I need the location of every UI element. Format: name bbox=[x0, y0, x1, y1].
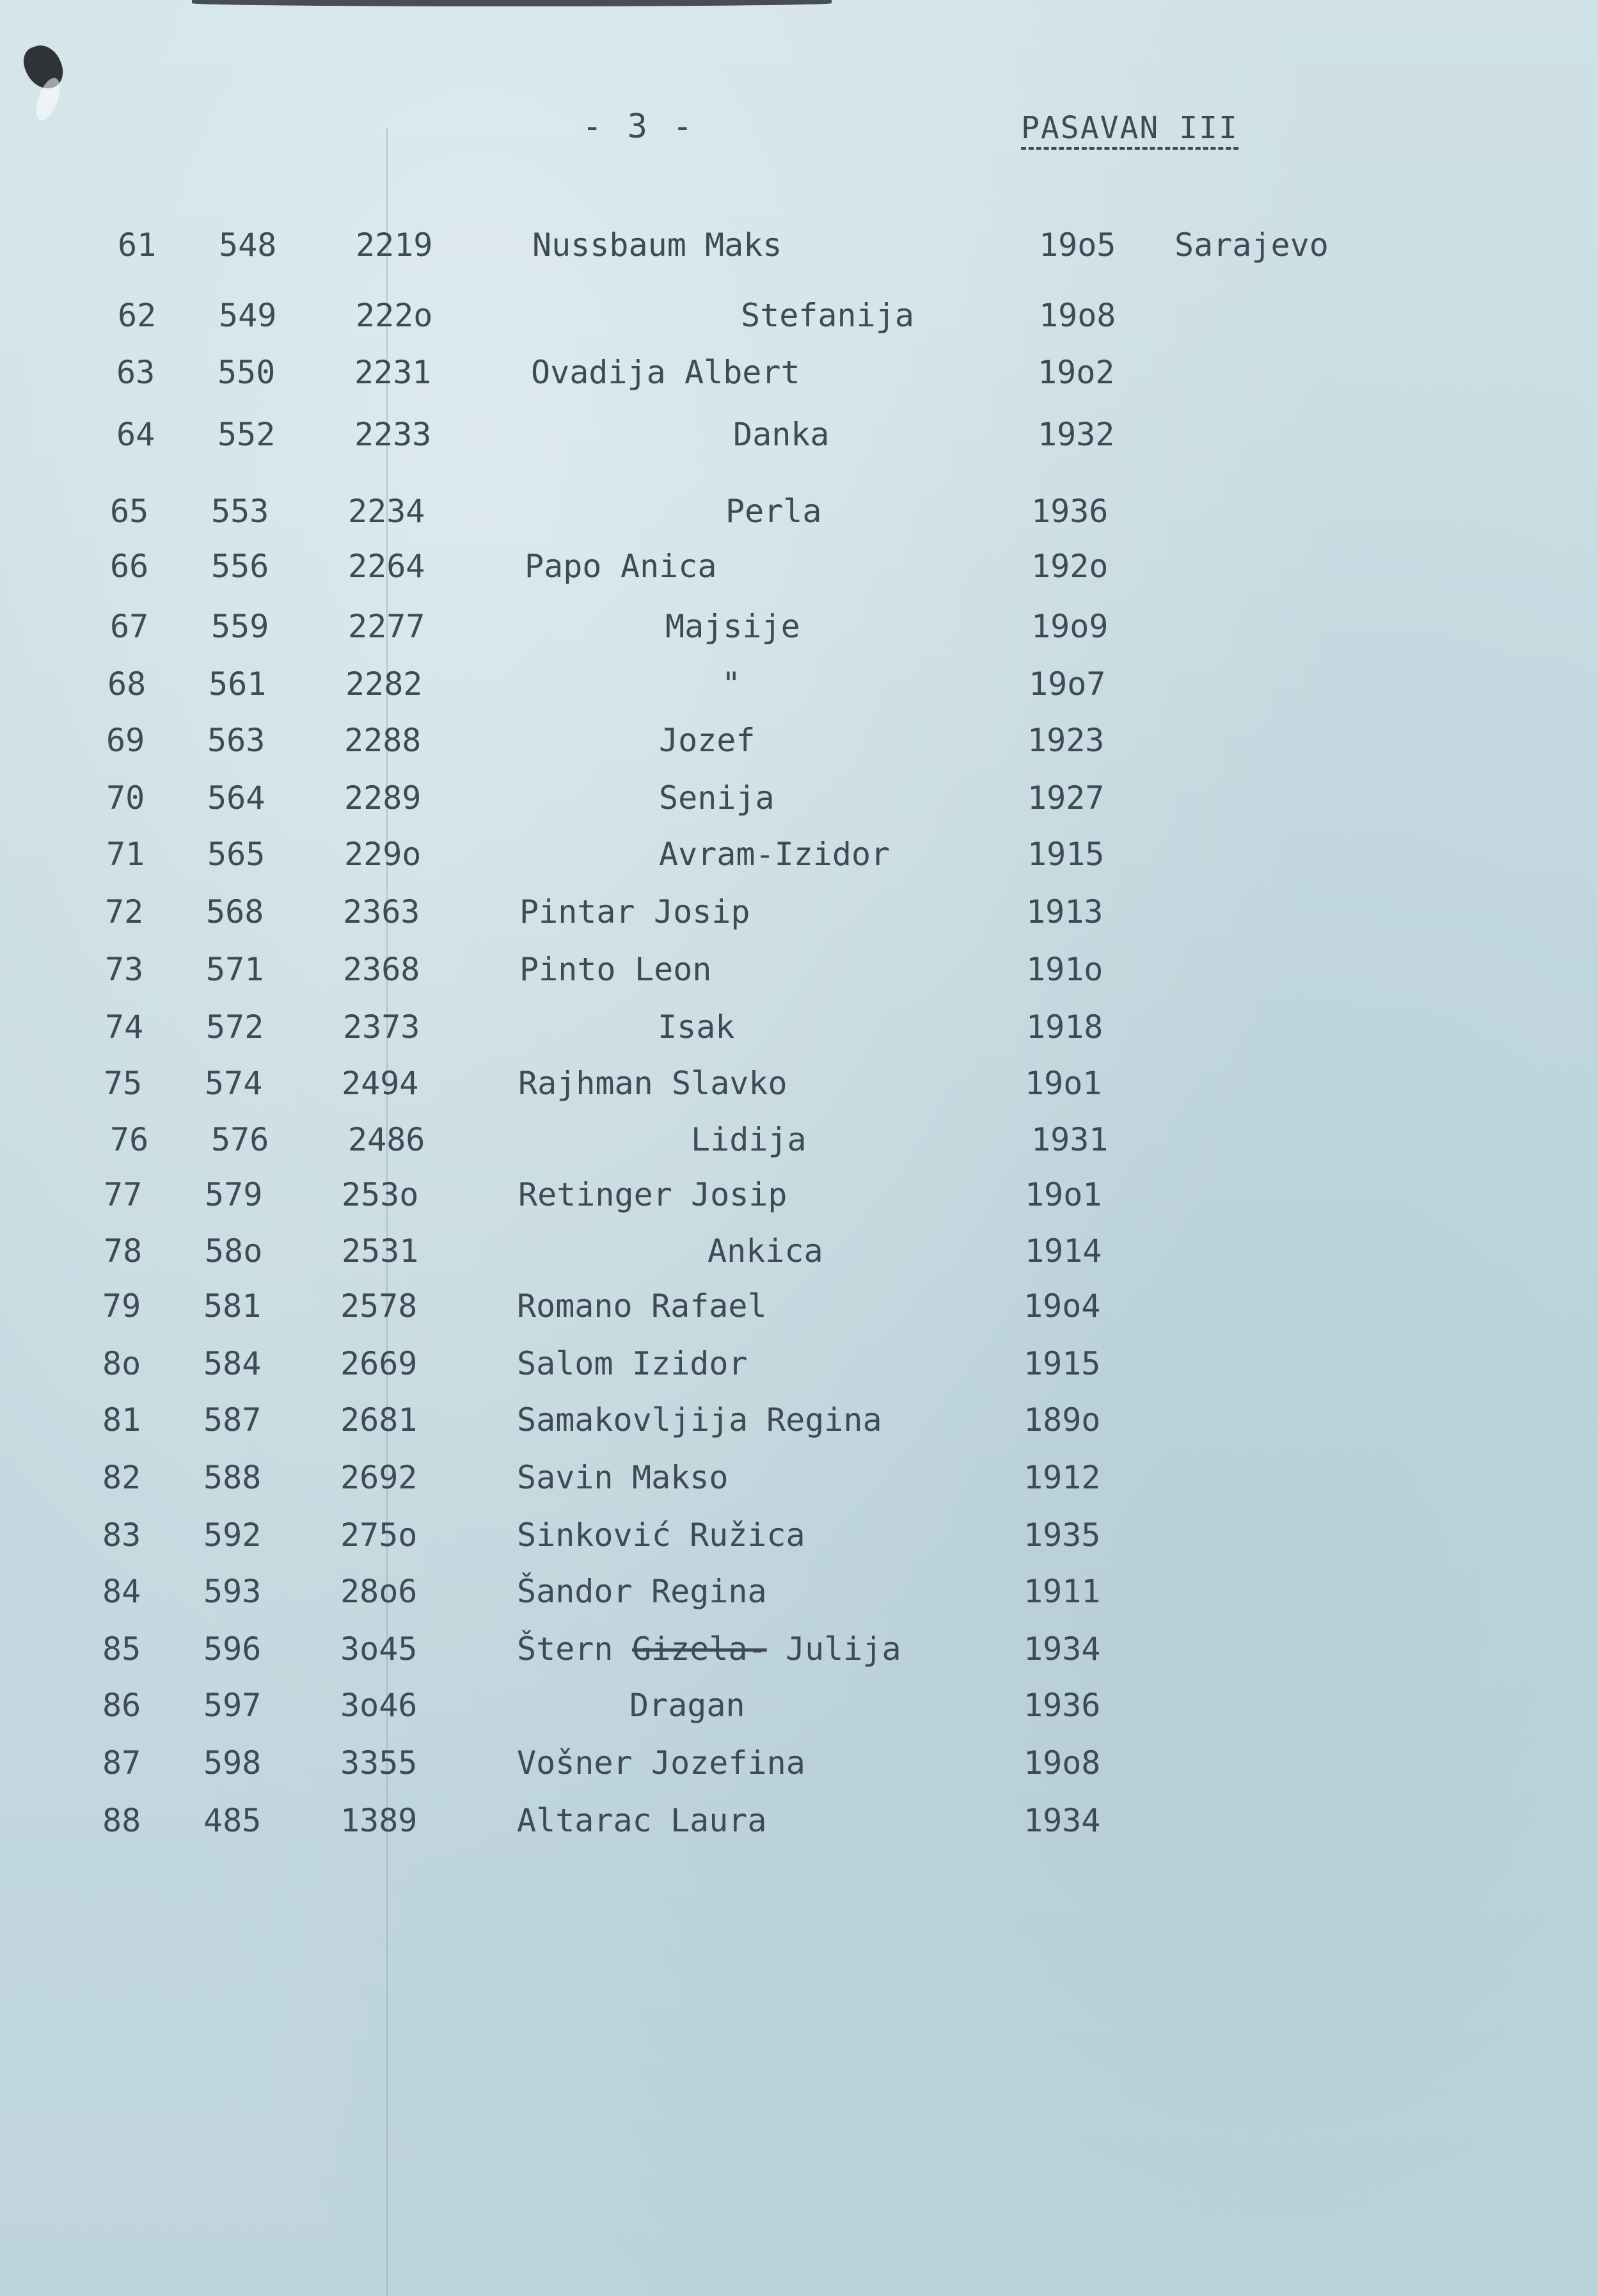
table-row bbox=[8, 1121, 1598, 1166]
row-number: 76 bbox=[110, 1121, 149, 1158]
row-number: 70 bbox=[106, 779, 145, 817]
place: Sarajevo bbox=[1175, 227, 1329, 264]
given-name: Josip bbox=[691, 1176, 787, 1213]
given-name: Jozef bbox=[659, 722, 755, 759]
surname: Samakovljija bbox=[517, 1401, 748, 1439]
birth-year: 19o7 bbox=[1029, 666, 1106, 703]
table-row bbox=[14, 354, 1598, 399]
given-name: Isak bbox=[658, 1008, 735, 1046]
birth-year: 1932 bbox=[1038, 416, 1115, 453]
birth-year: 1934 bbox=[1024, 1630, 1101, 1668]
birth-year: 1911 bbox=[1024, 1573, 1101, 1610]
table-row bbox=[4, 836, 1598, 881]
table-row bbox=[0, 1573, 1598, 1618]
surname: Ovadija bbox=[531, 354, 666, 391]
file-number: 2681 bbox=[340, 1401, 418, 1439]
birth-year: 191o bbox=[1026, 951, 1104, 988]
row-number: 63 bbox=[116, 354, 155, 391]
given-name: Maks bbox=[705, 227, 782, 264]
given-name: Josip bbox=[654, 893, 750, 930]
register-number: 587 bbox=[203, 1401, 262, 1439]
table-row bbox=[0, 1345, 1598, 1390]
table-row bbox=[3, 893, 1598, 938]
row-number: 77 bbox=[104, 1176, 143, 1213]
register-number: 552 bbox=[218, 416, 276, 453]
file-number: 2233 bbox=[354, 416, 432, 453]
table-row bbox=[15, 297, 1598, 342]
paper-edge-shadow bbox=[192, 0, 832, 6]
given-name: Stefanija bbox=[741, 297, 914, 334]
given-name: Ankica bbox=[708, 1232, 823, 1270]
given-name: Rafael bbox=[651, 1288, 767, 1325]
file-number: 3355 bbox=[340, 1744, 418, 1782]
surname: Romano bbox=[517, 1288, 633, 1325]
table-row bbox=[5, 666, 1598, 710]
birth-year: 1912 bbox=[1024, 1459, 1101, 1496]
register-number: 565 bbox=[207, 836, 265, 873]
surname: Vošner bbox=[517, 1744, 633, 1782]
table-row bbox=[8, 493, 1598, 538]
table-row bbox=[1, 1065, 1598, 1110]
register-number: 597 bbox=[203, 1687, 262, 1724]
file-number: 2692 bbox=[340, 1459, 418, 1496]
given-name: Makso bbox=[632, 1459, 729, 1496]
row-number: 66 bbox=[110, 548, 149, 585]
birth-year: 1931 bbox=[1031, 1121, 1109, 1158]
surname: Salom bbox=[517, 1345, 613, 1382]
file-number: 2277 bbox=[348, 608, 425, 645]
birth-year: 19o1 bbox=[1025, 1065, 1102, 1102]
file-number: 229o bbox=[344, 836, 422, 873]
table-row bbox=[15, 227, 1598, 271]
register-number: 579 bbox=[205, 1176, 263, 1213]
table-row bbox=[1, 1176, 1598, 1221]
birth-year: 1914 bbox=[1025, 1232, 1102, 1270]
row-number: 67 bbox=[110, 608, 149, 645]
given-name: Laura bbox=[670, 1802, 767, 1839]
file-number: 2373 bbox=[343, 1008, 420, 1046]
register-number: 581 bbox=[203, 1288, 262, 1325]
document-title: PASAVAN III bbox=[1021, 110, 1238, 150]
surname: Retinger bbox=[518, 1176, 672, 1213]
table-row bbox=[4, 722, 1598, 767]
file-number: 275o bbox=[340, 1517, 418, 1554]
given-name: Regina bbox=[651, 1573, 767, 1610]
table-row bbox=[0, 1744, 1598, 1789]
row-number: 71 bbox=[106, 836, 145, 873]
given-name: Ružica bbox=[690, 1517, 805, 1554]
file-number: 2578 bbox=[340, 1288, 418, 1325]
file-number: 1389 bbox=[340, 1802, 418, 1839]
table-row bbox=[3, 951, 1598, 996]
surname: Šandor bbox=[517, 1573, 633, 1610]
row-number: 61 bbox=[118, 227, 157, 264]
given-name: Senija bbox=[659, 779, 775, 817]
given-name: Perla bbox=[725, 493, 822, 530]
birth-year: 19o5 bbox=[1039, 227, 1116, 264]
file-number: 2486 bbox=[348, 1121, 425, 1158]
table-row bbox=[8, 548, 1598, 593]
surname: Štern bbox=[517, 1630, 613, 1668]
row-number: 69 bbox=[106, 722, 145, 759]
register-number: 576 bbox=[211, 1121, 269, 1158]
file-number: 2231 bbox=[354, 354, 432, 391]
file-number: 2289 bbox=[344, 779, 422, 817]
row-number: 79 bbox=[102, 1288, 141, 1325]
surname: Pinto bbox=[519, 951, 616, 988]
register-number: 485 bbox=[203, 1802, 262, 1839]
given-name: Danka bbox=[733, 416, 830, 453]
struck-name: Gizela- bbox=[632, 1630, 767, 1668]
birth-year: 1936 bbox=[1031, 493, 1109, 530]
given-name: " bbox=[722, 666, 741, 703]
file-number: 3o45 bbox=[340, 1630, 418, 1668]
birth-year: 1918 bbox=[1026, 1008, 1104, 1046]
given-name: Izidor bbox=[632, 1345, 748, 1382]
row-number: 85 bbox=[102, 1630, 141, 1668]
table-row bbox=[3, 1008, 1598, 1053]
register-number: 593 bbox=[203, 1573, 262, 1610]
birth-year: 1936 bbox=[1024, 1687, 1101, 1724]
row-number: 64 bbox=[116, 416, 155, 453]
table-row bbox=[0, 1459, 1598, 1504]
birth-year: 19o9 bbox=[1031, 608, 1109, 645]
register-number: 571 bbox=[206, 951, 264, 988]
given-name: Regina bbox=[766, 1401, 882, 1439]
given-name: Lidija bbox=[691, 1121, 807, 1158]
row-number: 81 bbox=[102, 1401, 141, 1439]
file-number: 2494 bbox=[342, 1065, 419, 1102]
register-number: 596 bbox=[203, 1630, 262, 1668]
given-name: Avram-Izidor bbox=[659, 836, 890, 873]
register-number: 58o bbox=[205, 1232, 263, 1270]
row-number: 86 bbox=[102, 1687, 141, 1724]
register-number: 563 bbox=[207, 722, 265, 759]
birth-year: 19o1 bbox=[1025, 1176, 1102, 1213]
row-number: 88 bbox=[102, 1802, 141, 1839]
given-name: Anica bbox=[621, 548, 717, 585]
register-number: 598 bbox=[203, 1744, 262, 1782]
table-row bbox=[1, 1232, 1598, 1277]
table-row bbox=[14, 416, 1598, 461]
file-number: 3o46 bbox=[340, 1687, 418, 1724]
register-number: 559 bbox=[211, 608, 269, 645]
row-number: 8o bbox=[102, 1345, 141, 1382]
register-number: 553 bbox=[211, 493, 269, 530]
birth-year: 1913 bbox=[1026, 893, 1104, 930]
register-number: 584 bbox=[203, 1345, 262, 1382]
surname: Nussbaum bbox=[532, 227, 686, 264]
file-number: 2288 bbox=[344, 722, 422, 759]
given-name: Julija bbox=[786, 1630, 901, 1668]
file-number: 2363 bbox=[343, 893, 420, 930]
register-number: 564 bbox=[207, 779, 265, 817]
file-number: 253o bbox=[342, 1176, 419, 1213]
birth-year: 1935 bbox=[1024, 1517, 1101, 1554]
row-number: 62 bbox=[118, 297, 157, 334]
file-number: 2282 bbox=[345, 666, 423, 703]
file-number: 2234 bbox=[348, 493, 425, 530]
table-row bbox=[4, 779, 1598, 824]
register-number: 549 bbox=[219, 297, 277, 334]
row-number: 74 bbox=[105, 1008, 144, 1046]
birth-year: 1915 bbox=[1027, 836, 1105, 873]
surname: Pintar bbox=[519, 893, 635, 930]
register-number: 588 bbox=[203, 1459, 262, 1496]
file-number: 222o bbox=[356, 297, 433, 334]
birth-year: 1915 bbox=[1024, 1345, 1101, 1382]
register-number: 556 bbox=[211, 548, 269, 585]
row-number: 82 bbox=[102, 1459, 141, 1496]
page-number: - 3 - bbox=[582, 108, 695, 146]
birth-year: 189o bbox=[1024, 1401, 1101, 1439]
surname: Altarac bbox=[517, 1802, 652, 1839]
table-row bbox=[0, 1687, 1598, 1732]
row-number: 87 bbox=[102, 1744, 141, 1782]
surname: Savin bbox=[517, 1459, 613, 1496]
surname: Papo bbox=[525, 548, 602, 585]
table-row bbox=[8, 608, 1598, 653]
given-name: Leon bbox=[635, 951, 712, 988]
row-number: 72 bbox=[105, 893, 144, 930]
table-row bbox=[0, 1802, 1598, 1847]
file-number: 2531 bbox=[342, 1232, 419, 1270]
birth-year: 1927 bbox=[1027, 779, 1105, 817]
given-name: Albert bbox=[684, 354, 800, 391]
file-number: 2219 bbox=[356, 227, 433, 264]
birth-year: 1934 bbox=[1024, 1802, 1101, 1839]
given-name: Jozefina bbox=[651, 1744, 805, 1782]
table-row bbox=[0, 1630, 1598, 1675]
birth-year: 192o bbox=[1031, 548, 1109, 585]
birth-year: 19o2 bbox=[1038, 354, 1115, 391]
surname: Rajhman bbox=[518, 1065, 653, 1102]
birth-year: 19o8 bbox=[1024, 1744, 1101, 1782]
register-number: 561 bbox=[209, 666, 267, 703]
table-row bbox=[0, 1401, 1598, 1446]
table-row bbox=[0, 1517, 1598, 1561]
file-number: 28o6 bbox=[340, 1573, 418, 1610]
row-number: 83 bbox=[102, 1517, 141, 1554]
file-number: 2669 bbox=[340, 1345, 418, 1382]
register-number: 548 bbox=[219, 227, 277, 264]
row-number: 75 bbox=[104, 1065, 143, 1102]
register-number: 572 bbox=[206, 1008, 264, 1046]
register-number: 592 bbox=[203, 1517, 262, 1554]
register-number: 568 bbox=[206, 893, 264, 930]
given-name: Dragan bbox=[629, 1687, 745, 1724]
file-number: 2368 bbox=[343, 951, 420, 988]
surname: Sinković bbox=[517, 1517, 671, 1554]
register-number: 574 bbox=[205, 1065, 263, 1102]
row-number: 68 bbox=[107, 666, 146, 703]
given-name: Majsije bbox=[665, 608, 800, 645]
birth-year: 19o8 bbox=[1039, 297, 1116, 334]
row-number: 73 bbox=[105, 951, 144, 988]
row-number: 65 bbox=[110, 493, 149, 530]
file-number: 2264 bbox=[348, 548, 425, 585]
birth-year: 1923 bbox=[1027, 722, 1105, 759]
row-number: 78 bbox=[104, 1232, 143, 1270]
row-number: 84 bbox=[102, 1573, 141, 1610]
register-number: 550 bbox=[218, 354, 276, 391]
given-name: Slavko bbox=[672, 1065, 787, 1102]
table-row bbox=[0, 1288, 1598, 1332]
birth-year: 19o4 bbox=[1024, 1288, 1101, 1325]
